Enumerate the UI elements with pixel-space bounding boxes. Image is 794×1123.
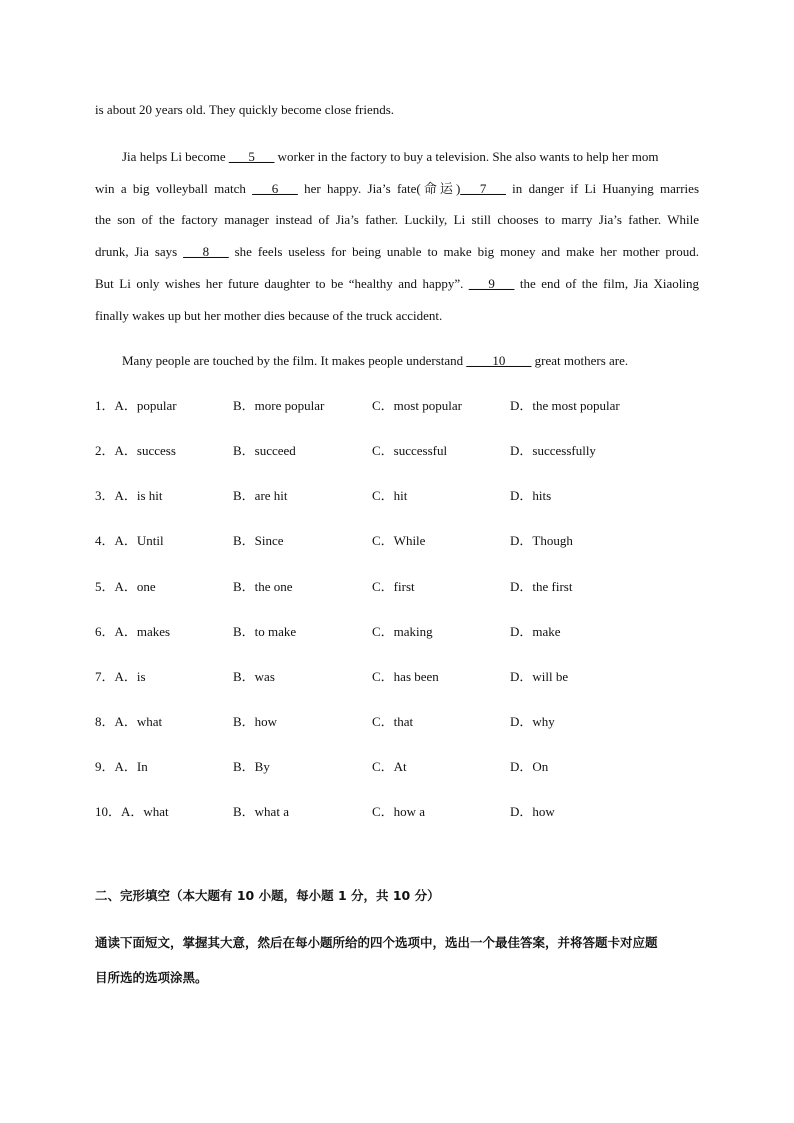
text: she feels useless for being unable to make big money and make her mother proud.	[228, 244, 699, 259]
blank-7: ___7___	[460, 181, 506, 196]
passage-line: is about 20 years old. They quickly become close friends.	[95, 102, 395, 117]
option-c: C．At	[372, 759, 407, 774]
text: drunk, Jia says	[95, 244, 184, 259]
option-c: C．has been	[372, 669, 439, 684]
option-c: C．successful	[372, 443, 448, 458]
option-d: D．Though	[510, 533, 573, 548]
blank-5: ___5___	[228, 149, 275, 164]
option-d: D．make	[510, 624, 561, 639]
passage-line	[122, 149, 699, 165]
option-d: D．successfully	[510, 443, 596, 458]
section-instructions: 通读下面短文，掌握其大意，然后在每小题所给的四个选项中，选出一个最佳答案，并将答题卡对应题	[95, 935, 658, 950]
text: great mothers are.	[531, 353, 629, 368]
option-d: D．the first	[510, 579, 573, 594]
text: Jia helps Li become	[122, 149, 229, 164]
blank-9: ___9___	[468, 276, 515, 291]
option-b: B．By	[233, 759, 270, 774]
option-c: C．first	[372, 579, 415, 594]
option-d: D．will be	[510, 669, 569, 684]
blank-6: ___6___	[252, 181, 298, 196]
option-c: C．most popular	[372, 398, 462, 413]
option-c: C．making	[372, 624, 433, 639]
option-c: C．While	[372, 533, 426, 548]
text: the end of the film, Jia Xiaoling	[514, 276, 699, 291]
passage-line	[95, 181, 699, 197]
option-b: B．Since	[233, 533, 284, 548]
option-d: D．why	[510, 714, 555, 729]
text: worker in the factory to buy a television. She also wants to help her mom	[274, 149, 659, 164]
section-instructions: 目所选的选项涂黑。	[95, 970, 208, 985]
option-a: 1．A．popular	[95, 398, 177, 413]
passage-line: the son of the factory manager instead of Jia’s father. Luckily, Li still chooses to marry Jia’s father. While	[95, 212, 699, 227]
option-a: 3．A．is hit	[95, 488, 163, 503]
option-a: 9．A．In	[95, 759, 148, 774]
option-a: 6．A．makes	[95, 624, 171, 639]
option-d: D．how	[510, 804, 555, 819]
option-b: B．more popular	[233, 398, 325, 413]
option-b: B．succeed	[233, 443, 296, 458]
option-b: B．how	[233, 714, 278, 729]
option-c: C．how a	[372, 804, 426, 819]
option-a: 8．A．what	[95, 714, 163, 729]
option-a: 7．A．is	[95, 669, 146, 684]
option-a: 4．A．Until	[95, 533, 164, 548]
option-a: 10．A．what	[95, 804, 169, 819]
option-d: D．On	[510, 759, 549, 774]
option-c: C．that	[372, 714, 414, 729]
passage-line	[95, 276, 699, 292]
option-a: 5．A．one	[95, 579, 156, 594]
option-a: 2．A．success	[95, 443, 176, 458]
passage-line	[122, 353, 699, 369]
option-d: D．hits	[510, 488, 552, 503]
text: Many people are touched by the film. It makes people understand	[122, 353, 467, 368]
option-b: B．to make	[233, 624, 297, 639]
text: in danger if Li Huanying marries	[505, 181, 700, 196]
option-b: B．was	[233, 669, 275, 684]
option-c: C．hit	[372, 488, 408, 503]
option-b: B．what a	[233, 804, 289, 819]
option-d: D．the most popular	[510, 398, 620, 413]
passage-line	[95, 244, 699, 260]
section-title: 二、完形填空（本大题有 10 小题，每小题 1 分，共 10 分）	[95, 888, 440, 903]
blank-10: ____10____	[466, 353, 532, 368]
option-b: B．the one	[233, 579, 293, 594]
text: But Li only wishes her future daughter to be “healthy and happy”.	[95, 276, 469, 291]
passage-line: finally wakes up but her mother dies because of the truck accident.	[95, 308, 443, 323]
option-b: B．are hit	[233, 488, 288, 503]
blank-8: ___8___	[183, 244, 229, 259]
text: win a big volleyball match	[95, 181, 253, 196]
text: her happy. Jia’s fate(命运)	[297, 181, 461, 196]
